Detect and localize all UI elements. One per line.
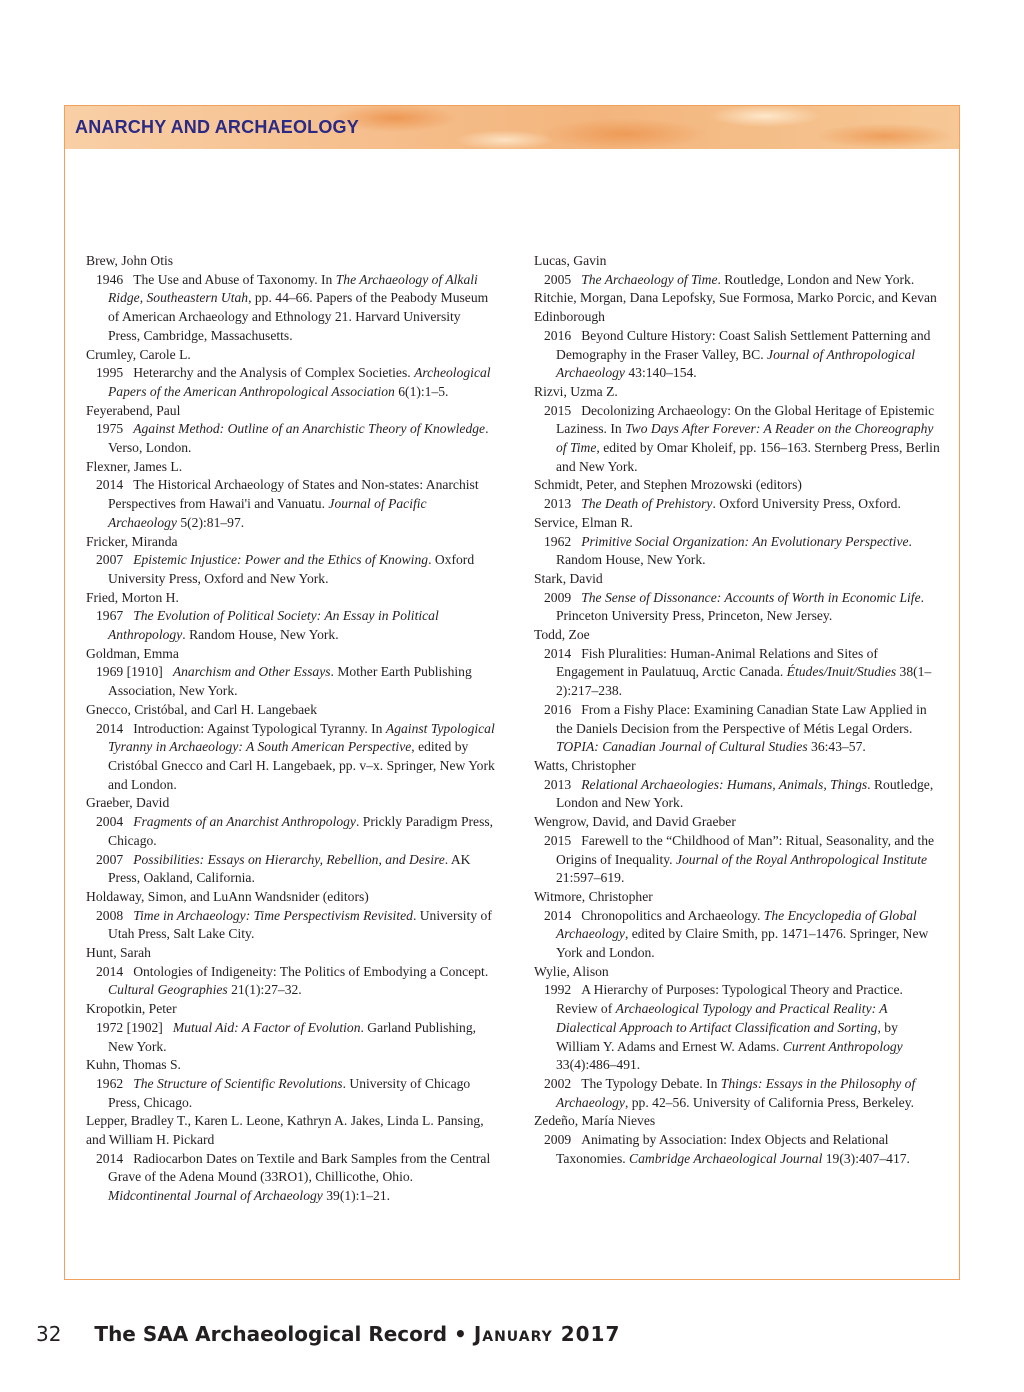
page-number: 32: [36, 1322, 62, 1346]
reference-title-italic: The Encyclopedia of Global Archaeology: [556, 907, 917, 942]
reference-text: From a Fishy Place: Examining Canadian State Law Applied in the Daniels Decision from the Perspective of Métis Legal Orders.: [556, 701, 927, 736]
reference-text: Heterarchy and the Analysis of Complex Societies.: [133, 365, 415, 381]
reference-text: The Use and Abuse of Taxonomy. In: [133, 271, 336, 287]
reference-text: . Routledge, London and New York.: [717, 271, 915, 287]
reference-title-italic: TOPIA: Canadian Journal of Cultural Studies: [556, 739, 808, 755]
reference-text: , by William Y. Adams and Ernest W. Adams.: [556, 1019, 898, 1054]
reference-text: . University of Chicago Press, Chicago.: [108, 1075, 471, 1110]
reference-title-italic: Cultural Geographies: [108, 982, 228, 998]
reference-entry: [86, 813, 496, 850]
reference-author: Ritchie, Morgan, Dana Lepofsky, Sue Formosa, Marko Porcic, and Kevan Edinborough: [534, 290, 937, 325]
reference-text: 39(1):1–21.: [322, 1188, 391, 1204]
reference-text: 6(1):1–5.: [394, 383, 449, 399]
reference-title-italic: Anarchism and Other Essays: [172, 664, 331, 680]
reference-title-italic: The Evolution of Political Society: An Essay in Political Anthropology: [108, 608, 439, 643]
reference-entry: [86, 851, 496, 888]
reference-text: . Prickly Paradigm Press, Chicago.: [108, 814, 494, 848]
reference-year: 2009: [544, 589, 572, 605]
reference-text: 38(1–2):217–238.: [556, 664, 932, 699]
reference-text: Fish Pluralities: Human-Animal Relations and Sites of Engagement in Paulatuuq, Arctic Canada.: [556, 645, 878, 680]
reference-title-italic: Mutual Aid: A Factor of Evolution: [172, 1019, 361, 1035]
reference-year: 2014: [544, 645, 572, 661]
reference-year: 2009: [544, 1132, 572, 1148]
reference-entry: [86, 1150, 496, 1206]
reference-author: Crumley, Carole L.: [86, 346, 191, 362]
reference-entry: [86, 476, 496, 532]
reference-title-italic: Journal of the Royal Anthropological Institute: [675, 851, 928, 867]
reference-author: Wylie, Alison: [534, 963, 609, 979]
reference-text: The Historical Archaeology of States and Non-states: Anarchist Perspectives from Hawai'i and Vanuatu.: [108, 477, 479, 512]
reference-text: Ontologies of Indigeneity: The Politics of Embodying a Concept.: [133, 963, 489, 979]
reference-author: Hunt, Sarah: [86, 945, 151, 961]
reference-text: Decolonizing Archaeology: On the Global Heritage of Epistemic Laziness. In: [556, 402, 935, 437]
reference-year: 2007: [96, 552, 124, 568]
reference-entry: [86, 963, 496, 1000]
reference-entry: [534, 589, 944, 626]
reference-year: 1946: [96, 271, 124, 287]
reference-author: Kropotkin, Peter: [86, 1001, 177, 1017]
reference-title-italic: Against Typological Tyranny in Archaeology: A South American Perspective: [108, 720, 495, 755]
reference-year: 1972 [1902]: [96, 1019, 163, 1035]
reference-year: 1969 [1910]: [96, 664, 163, 680]
reference-author: Goldman, Emma: [86, 645, 179, 661]
reference-author: Schmidt, Peter, and Stephen Mrozowski (editors): [534, 477, 802, 493]
reference-text: . Mother Earth Publishing Association, New York.: [108, 664, 472, 699]
reference-author: Stark, David: [534, 570, 603, 586]
reference-entry: [86, 271, 496, 346]
reference-entry: [86, 663, 496, 700]
reference-entry: [534, 645, 944, 701]
reference-text: . AK Press, Oakland, California.: [108, 851, 471, 886]
reference-author: Brew, John Otis: [86, 253, 174, 268]
reference-text: . University of Utah Press, Salt Lake City.: [108, 907, 492, 942]
reference-title-italic: Fragments of an Anarchist Anthropology: [133, 814, 356, 830]
reference-author: Flexner, James L.: [86, 458, 183, 474]
reference-entry: [534, 533, 944, 570]
reference-year: 2014: [96, 477, 124, 493]
reference-title-italic: Possibilities: Essays on Hierarchy, Rebellion, and Desire: [133, 851, 445, 867]
footer-separator: •: [454, 1322, 467, 1346]
reference-text: . Routledge, London and New York.: [556, 776, 934, 811]
reference-text: 36:43–57.: [807, 739, 866, 755]
reference-title-italic: Things: Essays in the Philosophy of Archaeology: [556, 1075, 916, 1110]
reference-text: Animating by Association: Index Objects and Relational Taxonomies.: [556, 1132, 889, 1166]
reference-author: Kuhn, Thomas S.: [86, 1057, 181, 1073]
reference-year: 1962: [544, 533, 572, 549]
reference-title-italic: Relational Archaeologies: Humans, Animals, Things: [581, 776, 868, 792]
reference-year: 2014: [96, 720, 124, 736]
reference-text: A Hierarchy of Purposes: Typological Theory and Practice. Review of: [556, 982, 903, 1017]
references-right-column: [534, 252, 944, 1168]
reference-author: Fricker, Miranda: [86, 533, 178, 549]
reference-text: Chronopolitics and Archaeology.: [581, 907, 764, 923]
reference-author: Service, Elman R.: [534, 514, 633, 530]
reference-author: Lepper, Bradley T., Karen L. Leone, Kathryn A. Jakes, Linda L. Pansing, and William H. Pickard: [86, 1113, 484, 1148]
publication-title: The SAA Archaeological Record: [94, 1322, 448, 1346]
reference-title-italic: Time in Archaeology: Time Perspectivism Revisited: [133, 907, 413, 923]
section-title: ANARCHY AND ARCHAEOLOGY: [75, 117, 359, 137]
reference-title-italic: Against Method: Outline of an Anarchistic Theory of Knowledge: [133, 421, 486, 437]
reference-year: 2014: [96, 1150, 124, 1166]
reference-year: 2014: [96, 963, 124, 979]
reference-year: 1967: [96, 608, 124, 624]
reference-title-italic: Cambridge Archaeological Journal: [629, 1150, 823, 1166]
reference-title-italic: Primitive Social Organization: An Evolutionary Perspective: [581, 533, 909, 549]
reference-text: . Princeton University Press, Princeton, New Jersey.: [556, 589, 925, 624]
reference-entry: [534, 907, 944, 963]
reference-entry: [534, 832, 944, 888]
reference-text: , edited by Cristóbal Gnecco and Carl H. Langebaek, pp. v–x. Springer, New York and London.: [108, 739, 495, 792]
reference-year: 2004: [96, 814, 124, 830]
reference-year: 2005: [544, 271, 572, 287]
reference-title-italic: Current Anthropology: [782, 1038, 903, 1054]
reference-text: 5(2):81–97.: [176, 514, 245, 530]
reference-author: Todd, Zoe: [534, 627, 590, 643]
reference-text: Beyond Culture History: Coast Salish Settlement Patterning and Demography in the Fraser Valley, BC.: [556, 327, 931, 362]
reference-entry: [86, 1019, 496, 1056]
reference-author: Fried, Morton H.: [86, 589, 179, 605]
reference-year: 2008: [96, 907, 124, 923]
reference-entry: [534, 1131, 944, 1168]
reference-text: Introduction: Against Typological Tyranny. In: [133, 720, 386, 736]
reference-title-italic: Archaeological Typology and Practical Reality: A Dialectical Approach to Artifact Classification and Sorting: [556, 1001, 888, 1035]
reference-title-italic: The Structure of Scientific Revolutions: [133, 1075, 343, 1091]
reference-text: , pp. 44–66. Papers of the Peabody Museum of American Archaeology and Ethnology 21. Harvard University Press, Cambridge, Massachusetts.: [108, 290, 489, 343]
reference-year: 2015: [544, 402, 572, 418]
reference-entry: [86, 364, 496, 401]
reference-entry: [86, 551, 496, 588]
reference-year: 1995: [96, 365, 124, 381]
reference-author: Rizvi, Uzma Z.: [534, 383, 618, 399]
reference-title-italic: Journal of Anthropological Archaeology: [556, 346, 916, 381]
reference-text: . Oxford University Press, Oxford.: [712, 496, 901, 512]
reference-author: Zedeño, María Nieves: [534, 1113, 656, 1129]
reference-entry: [534, 776, 944, 813]
reference-text: Farewell to the “Childhood of Man”: Ritual, Seasonality, and the Origins of Inequality.: [556, 832, 935, 867]
issue-date: January 2017: [473, 1322, 621, 1346]
reference-text: 43:140–154.: [624, 365, 697, 381]
reference-title-italic: The Sense of Dissonance: Accounts of Worth in Economic Life: [581, 589, 921, 605]
reference-entry: [534, 701, 944, 757]
reference-title-italic: Études/Inuit/Studies: [786, 664, 897, 680]
reference-entry: [534, 327, 944, 383]
reference-title-italic: Archeological Papers of the American Anthropological Association: [108, 365, 491, 399]
reference-author: Gnecco, Cristóbal, and Carl H. Langebaek: [86, 701, 318, 717]
reference-entry: [534, 1075, 944, 1112]
reference-entry: [534, 271, 944, 290]
reference-text: . Oxford University Press, Oxford and New York.: [108, 552, 475, 586]
reference-year: 2013: [544, 496, 572, 512]
reference-year: 2002: [544, 1075, 572, 1091]
reference-year: 1992: [544, 982, 572, 998]
reference-entry: [86, 607, 496, 644]
reference-text: , edited by Omar Kholeif, pp. 156–163. Sternberg Press, Berlin and New York.: [556, 440, 940, 474]
reference-text: , pp. 42–56. University of California Press, Berkeley.: [624, 1094, 915, 1110]
reference-text: 19(3):407–417.: [822, 1150, 910, 1166]
reference-author: Holdaway, Simon, and LuAnn Wandsnider (editors): [86, 888, 369, 904]
reference-title-italic: The Archaeology of Time: [581, 271, 718, 287]
reference-year: 2016: [544, 327, 572, 343]
reference-author: Graeber, David: [86, 795, 170, 811]
reference-entry: [534, 402, 944, 477]
references-left-column: [86, 252, 496, 1206]
reference-text: 33(4):486–491.: [556, 1057, 641, 1073]
reference-title-italic: The Death of Prehistory: [581, 496, 713, 512]
reference-title-italic: Midcontinental Journal of Archaeology: [108, 1188, 323, 1204]
reference-text: . Garland Publishing, New York.: [108, 1019, 477, 1054]
reference-author: Feyerabend, Paul: [86, 402, 181, 418]
reference-year: 2007: [96, 851, 124, 867]
reference-author: Wengrow, David, and David Graeber: [534, 814, 736, 830]
reference-year: 1962: [96, 1075, 124, 1091]
reference-title-italic: Journal of Pacific Archaeology: [108, 496, 427, 530]
reference-text: 21:597–619.: [556, 870, 625, 886]
reference-year: 2015: [544, 832, 572, 848]
reference-text: . Random House, New York.: [182, 627, 339, 643]
reference-year: 2014: [544, 907, 572, 923]
reference-entry: [86, 1075, 496, 1112]
reference-year: 2013: [544, 776, 572, 792]
reference-year: 1975: [96, 421, 124, 437]
reference-author: Watts, Christopher: [534, 757, 636, 773]
page-footer: [36, 1322, 620, 1346]
reference-text: , edited by Claire Smith, pp. 1471–1476. Springer, New York and London.: [556, 926, 929, 961]
reference-text: . Random House, New York.: [556, 533, 912, 568]
reference-year: 2016: [544, 701, 572, 717]
reference-author: Lucas, Gavin: [534, 253, 607, 268]
reference-entry: [534, 495, 944, 514]
reference-entry: [534, 981, 944, 1075]
reference-text: . Verso, London.: [108, 421, 489, 456]
reference-entry: [86, 907, 496, 944]
reference-author: Witmore, Christopher: [534, 888, 653, 904]
reference-entry: [86, 420, 496, 457]
reference-text: 21(1):27–32.: [227, 982, 302, 998]
reference-title-italic: Two Days After Forever: A Reader on the Choreography of Time: [556, 421, 934, 456]
reference-title-italic: The Archaeology of Alkali Ridge, Southeastern Utah: [108, 271, 478, 306]
reference-text: Radiocarbon Dates on Textile and Bark Samples from the Central Grave of the Adena Mound (33RO1), Chillicothe, Ohio.: [108, 1150, 491, 1185]
reference-text: The Typology Debate. In: [581, 1075, 721, 1091]
section-banner: [65, 106, 959, 149]
reference-entry: [86, 720, 496, 795]
reference-title-italic: Epistemic Injustice: Power and the Ethics of Knowing: [133, 552, 429, 568]
